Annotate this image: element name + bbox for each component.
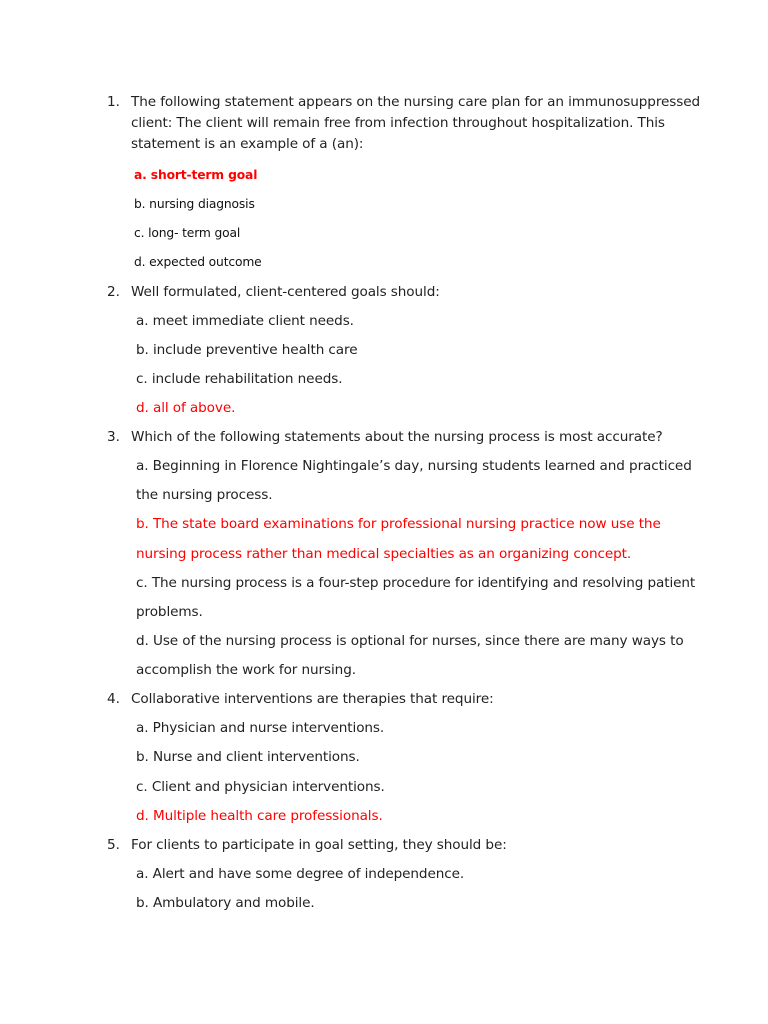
question-3-option-c-line-1: c. The nursing process is a four-step procedure for identifying and resolving patient: [136, 575, 696, 591]
question-3-option-d-line-2: accomplish the work for nursing.: [136, 662, 356, 678]
question-3-option-b-correct-line-2: nursing process rather than medical specialties as an organizing concept.: [136, 546, 632, 562]
question-3-option-a-line-1: a. Beginning in Florence Nightingale’s day, nursing students learned and practiced: [136, 458, 692, 474]
question-1-text-line-2: client: The client will remain free from infection throughout hospitalization. This: [131, 115, 665, 131]
question-1-option-a-correct: a. short-term goal: [134, 168, 258, 182]
question-5-option-b: b. Ambulatory and mobile.: [136, 895, 315, 911]
question-1-option-c: c. long- term goal: [134, 226, 241, 240]
question-2-option-a: a. meet immediate client needs.: [136, 313, 354, 329]
question-4-option-a: a. Physician and nurse interventions.: [136, 720, 385, 736]
question-2-option-d-correct: d. all of above.: [136, 400, 236, 416]
question-1-text-line-3: statement is an example of a (an):: [131, 136, 364, 152]
question-4-option-c: c. Client and physician interventions.: [136, 779, 385, 795]
question-3-option-c-line-2: problems.: [136, 604, 203, 620]
question-2-option-b: b. include preventive health care: [136, 342, 358, 358]
question-4-number: 4.: [107, 691, 120, 707]
question-1-option-d: d. expected outcome: [134, 255, 262, 269]
question-5-text: For clients to participate in goal setting, they should be:: [131, 837, 507, 853]
question-2-text: Well formulated, client-centered goals should:: [131, 284, 440, 300]
question-4-text: Collaborative interventions are therapies that require:: [131, 691, 494, 707]
question-2-option-c: c. include rehabilitation needs.: [136, 371, 343, 387]
question-4-option-d-correct: d. Multiple health care professionals.: [136, 808, 383, 824]
question-1-number: 1.: [107, 94, 120, 110]
question-4-option-b: b. Nurse and client interventions.: [136, 749, 360, 765]
question-5-number: 5.: [107, 837, 120, 853]
question-3-number: 3.: [107, 429, 120, 445]
question-1-text-line-1: The following statement appears on the nursing care plan for an immunosuppressed: [131, 94, 701, 110]
question-3-option-d-line-1: d. Use of the nursing process is optional for nurses, since there are many ways to: [136, 633, 684, 649]
question-5-option-a: a. Alert and have some degree of independence.: [136, 866, 465, 882]
question-3-option-a-line-2: the nursing process.: [136, 487, 273, 503]
question-1-option-b: b. nursing diagnosis: [134, 197, 255, 211]
question-3-text: Which of the following statements about the nursing process is most accurate?: [131, 429, 663, 445]
question-3-option-b-correct-line-1: b. The state board examinations for professional nursing practice now use the: [136, 516, 661, 532]
question-2-number: 2.: [107, 284, 120, 300]
